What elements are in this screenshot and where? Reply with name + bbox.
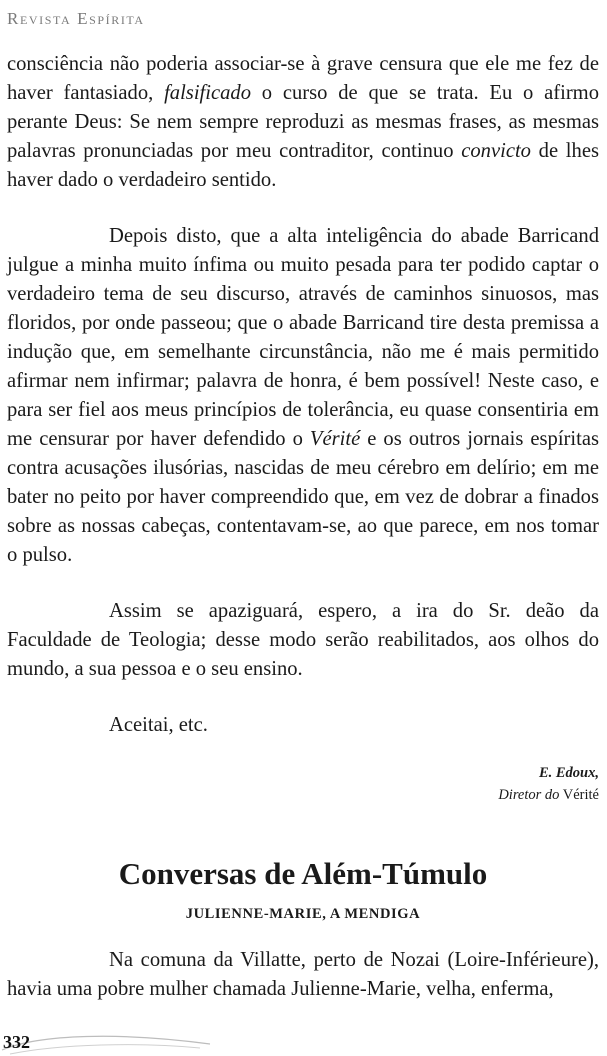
page-number: 332 [3,1032,30,1052]
emphasis-convicto: convicto [461,140,531,162]
running-header: Revista Espírita [7,9,145,28]
signature [7,762,599,806]
emphasis-verite: Vérité [309,428,361,450]
paragraph-4: Aceitai, etc. [109,714,208,736]
paragraph-5: Na comuna da Villatte, perto de Nozai (Loire-Inférieure), havia uma pobre mulher chamada Julienne-Marie, velha, enferma, [7,949,599,1000]
signature-name: E. Edoux, [538,765,599,781]
section-title: Conversas de Além-Túmulo [118,856,488,891]
paragraph-2: Depois disto, que a alta inteligência do abade Barricand julgue a minha muito ínfima ou muito pesada para ter podido captar o verdadeiro tema de seu discurso, através de caminhos sinuosos, mas floridos, por onde passeou; que o abade Barricand tire desta premissa a indução que, em semelhante circunstância, não me é mais permitido afirmar nem infirmar; palavra de honra, é bem possível! Neste caso, e para ser fiel aos meus princípios de tolerância, eu quase consentiria em me censurar por haver defendido o Vérité e os outros jornais espíritas contra acusações ilusórias, nascidas de meu cérebro em delírio; em me bater no peito por haver compreendido que, em vez de dobrar a finados sobre as nossas cabeças, contentavam-se, ao que parece, em nos tomar o pulso. [7,225,599,566]
section-subtitle: JULIENNE-MARIE, A MENDIGA [185,906,421,922]
paragraph-1: consciência não poderia associar-se à grave censura que ele me fez de haver fantasiado, falsificado o curso de que se trata. Eu o afirmo perante Deus: Se nem sempre reproduzi as mesmas frases, as mesmas palavras pronunciadas por meu contraditor, continuo convicto de lhes haver dado o verdadeiro sentido. [7,53,599,191]
page-body [7,50,599,1004]
paragraph-3: Assim se apaziguará, espero, a ira do Sr. deão da Faculdade de Teologia; desse modo serão reabilitados, aos olhos do mundo, a sua pessoa e o seu ensino. [7,600,599,680]
emphasis-falsificado: falsificado [164,82,252,104]
page-swash-ornament [0,1030,220,1056]
signature-role: Diretor do Vérité [498,787,599,803]
